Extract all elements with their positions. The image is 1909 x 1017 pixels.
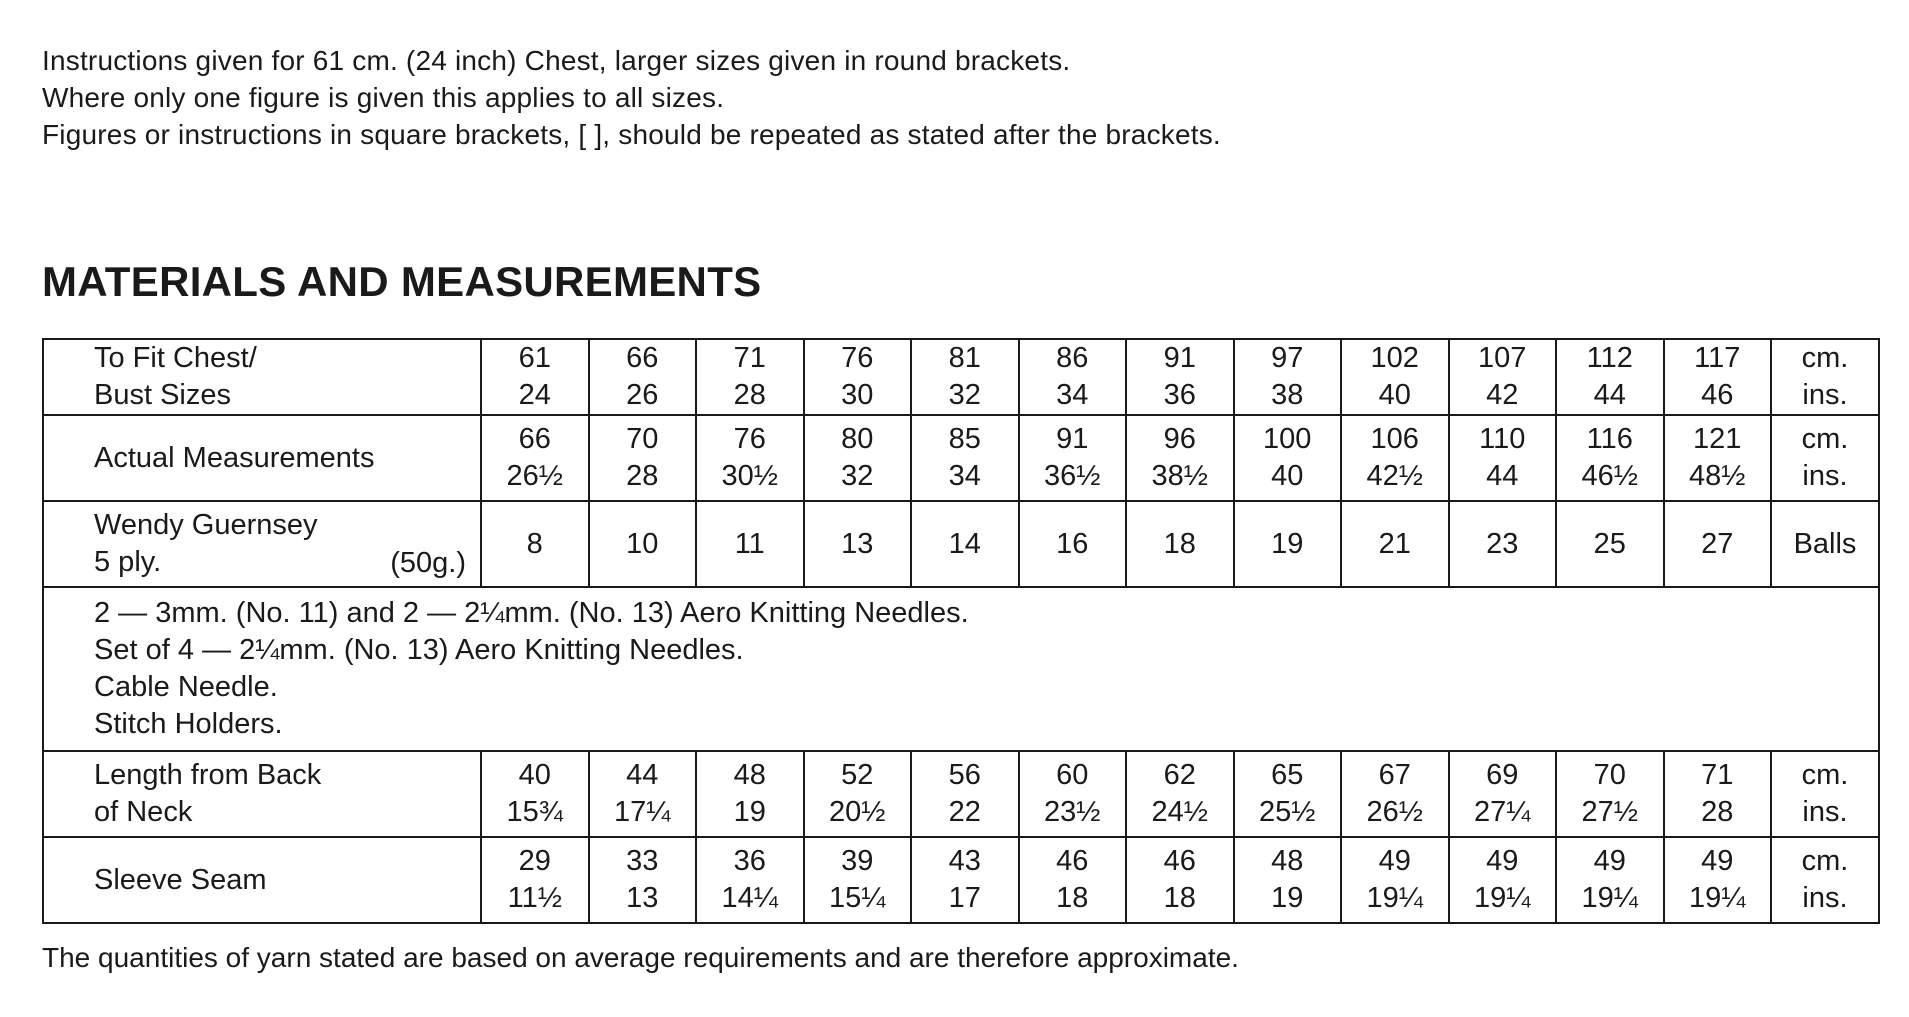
length-from-neck-cm-value: 60	[1056, 759, 1089, 791]
actual-measurement-cell	[804, 415, 912, 501]
sleeve-seam-cell	[1449, 837, 1557, 923]
length-from-neck-cell	[1449, 751, 1557, 837]
actual-measurement-ins-value: 48½	[1689, 460, 1746, 492]
actual-measurement-cell	[1664, 415, 1772, 501]
chest-size-ins-value: 40	[1378, 379, 1411, 411]
chest-size-cm-value: 107	[1478, 342, 1527, 374]
chest-size-cm-value: 102	[1370, 342, 1419, 374]
length-from-neck-ins-value: 17¼	[614, 796, 671, 828]
length-from-neck-ins-value: 25½	[1259, 796, 1316, 828]
unit-cm: cm.	[1801, 845, 1849, 877]
needles-note-line: Cable Needle.	[94, 671, 278, 703]
chest-size-ins-value: 24	[518, 379, 551, 411]
chest-size-cell	[696, 339, 804, 415]
length-from-neck-row	[43, 751, 1879, 837]
unit-ins: ins.	[1802, 796, 1848, 828]
unit-ins: ins.	[1802, 460, 1848, 492]
yarn-label-line: Wendy Guernsey	[94, 509, 318, 541]
chest-size-label-text	[94, 340, 480, 414]
actual-measurement-cm-value: 66	[518, 423, 551, 455]
sleeve-seam-label-text	[94, 862, 480, 899]
sleeve-seam-cell	[1126, 837, 1234, 923]
actual-measurement-cell	[1556, 415, 1664, 501]
length-from-neck-cell	[696, 751, 804, 837]
chest-size-ins-value: 46	[1701, 379, 1734, 411]
chest-size-cm-value: 86	[1056, 342, 1089, 374]
actual-measurement-ins-value: 32	[841, 460, 874, 492]
sleeve-seam-cm-value: 46	[1163, 845, 1196, 877]
sleeve-seam-ins-value: 18	[1163, 882, 1196, 914]
length-from-neck-cm-value: 52	[841, 759, 874, 791]
length-from-neck-cell	[1556, 751, 1664, 837]
length-from-neck-cm-value: 65	[1271, 759, 1304, 791]
needles-note-line: Stitch Holders.	[94, 708, 283, 740]
sleeve-seam-cell	[1664, 837, 1772, 923]
sleeve-seam-cell	[481, 837, 589, 923]
sleeve-seam-ins-value: 13	[626, 882, 659, 914]
length-from-neck-cell	[1341, 751, 1449, 837]
chest-size-cm-value: 81	[948, 342, 981, 374]
sleeve-seam-cm-value: 49	[1593, 845, 1626, 877]
actual-measurement-ins-value: 46½	[1581, 460, 1638, 492]
chest-size-ins-value: 36	[1163, 379, 1196, 411]
actual-measurement-label-line: Actual Measurements	[94, 441, 375, 474]
chest-size-label-line: To Fit Chest/	[94, 342, 257, 374]
yarn-balls-value: 23	[1449, 501, 1557, 587]
actual-measurement-cell	[911, 415, 1019, 501]
length-from-neck-cm-value: 56	[948, 759, 981, 791]
yarn-row	[43, 501, 1879, 587]
sleeve-seam-cm-value: 43	[948, 845, 981, 877]
actual-measurement-cm-value: 91	[1056, 423, 1089, 455]
actual-measurement-cell	[1449, 415, 1557, 501]
length-from-neck-label-text	[94, 757, 480, 831]
chest-size-cell	[589, 339, 697, 415]
yarn-label	[43, 501, 481, 587]
length-from-neck-cell	[481, 751, 589, 837]
intro-line-3: Figures or instructions in square brackets, [ ], should be repeated as stated after the brackets.	[42, 119, 1221, 150]
actual-measurement-cell	[1019, 415, 1127, 501]
yarn-balls-value: 13	[804, 501, 912, 587]
chest-size-cell	[911, 339, 1019, 415]
length-from-neck-cm-value: 67	[1378, 759, 1411, 791]
length-from-neck-cm-value: 62	[1163, 759, 1196, 791]
sleeve-seam-cm-value: 46	[1056, 845, 1089, 877]
length-from-neck-cm-value: 70	[1593, 759, 1626, 791]
length-from-neck-cell	[589, 751, 697, 837]
chest-size-cell	[804, 339, 912, 415]
sleeve-seam-ins-value: 11½	[507, 882, 562, 914]
length-from-neck-cm-value: 44	[626, 759, 659, 791]
sleeve-seam-cell	[804, 837, 912, 923]
length-from-neck-ins-value: 22	[948, 796, 981, 828]
chest-size-row	[43, 339, 1879, 415]
actual-measurement-ins-value: 34	[948, 460, 981, 492]
actual-measurement-cm-value: 106	[1370, 423, 1419, 455]
actual-measurement-cell	[1126, 415, 1234, 501]
chest-size-ins-value: 44	[1593, 379, 1626, 411]
chest-size-cell	[1019, 339, 1127, 415]
intro-line-2: Where only one figure is given this applies to all sizes.	[42, 82, 725, 113]
sleeve-seam-cm-value: 48	[1271, 845, 1304, 877]
length-from-neck-ins-value: 24½	[1151, 796, 1208, 828]
needles-note-line: 2 — 3mm. (No. 11) and 2 — 2¼mm. (No. 13) Aero Knitting Needles.	[94, 597, 969, 629]
yarn-balls-value: 18	[1126, 501, 1234, 587]
sleeve-seam-ins-value: 14¼	[721, 882, 778, 914]
yarn-unit: Balls	[1771, 501, 1879, 587]
needles-row	[43, 587, 1879, 751]
sleeve-seam-cell	[1341, 837, 1449, 923]
materials-table	[42, 338, 1880, 924]
sleeve-seam-ins-value: 18	[1056, 882, 1089, 914]
sleeve-seam-cm-value: 33	[626, 845, 659, 877]
length-from-neck-ins-value: 15¾	[506, 796, 563, 828]
actual-measurement-cm-value: 70	[626, 423, 659, 455]
sleeve-seam-ins-value: 17	[948, 882, 981, 914]
actual-measurement-cm-value: 121	[1693, 423, 1742, 455]
length-from-neck-label-line: of Neck	[94, 796, 193, 828]
yarn-balls-value: 14	[911, 501, 1019, 587]
actual-measurement-cell	[481, 415, 589, 501]
actual-measurement-ins-value: 38½	[1151, 460, 1208, 492]
actual-measurement-ins-value: 40	[1271, 460, 1304, 492]
actual-measurement-cm-value: 76	[733, 423, 766, 455]
sleeve-seam-unit-cell	[1771, 837, 1879, 923]
length-from-neck-cell	[1234, 751, 1342, 837]
chest-size-cm-value: 76	[841, 342, 874, 374]
sleeve-seam-ins-value: 15¼	[829, 882, 886, 914]
sleeve-seam-ins-value: 19	[1271, 882, 1304, 914]
intro-text	[42, 42, 1221, 153]
chest-size-ins-value: 26	[626, 379, 659, 411]
actual-measurement-cell	[696, 415, 804, 501]
chest-size-cm-value: 61	[518, 342, 551, 374]
actual-measurement-ins-value: 44	[1486, 460, 1519, 492]
actual-measurement-cell	[1341, 415, 1449, 501]
length-from-neck-ins-value: 19	[733, 796, 766, 828]
length-from-neck-label	[43, 751, 481, 837]
sleeve-seam-cm-value: 49	[1486, 845, 1519, 877]
actual-measurement-ins-value: 30½	[721, 460, 778, 492]
chest-size-ins-value: 38	[1271, 379, 1304, 411]
actual-measurement-cell	[1234, 415, 1342, 501]
chest-size-label	[43, 339, 481, 415]
chest-size-cm-value: 66	[626, 342, 659, 374]
actual-measurement-row	[43, 415, 1879, 501]
length-from-neck-cell	[1019, 751, 1127, 837]
sleeve-seam-cell	[911, 837, 1019, 923]
yarn-balls-value: 10	[589, 501, 697, 587]
yarn-balls-value: 8	[481, 501, 589, 587]
chest-size-cell	[1556, 339, 1664, 415]
length-from-neck-cm-value: 71	[1701, 759, 1734, 791]
yarn-balls-value: 27	[1664, 501, 1772, 587]
chest-size-ins-value: 30	[841, 379, 874, 411]
sleeve-seam-label-line: Sleeve Seam	[94, 863, 267, 896]
sleeve-seam-cell	[1556, 837, 1664, 923]
chest-size-cell	[1664, 339, 1772, 415]
actual-measurement-cell	[589, 415, 697, 501]
length-from-neck-cell	[1126, 751, 1234, 837]
sleeve-seam-ins-value: 19¼	[1474, 882, 1531, 914]
unit-cm: cm.	[1801, 342, 1849, 374]
yarn-balls-value: 19	[1234, 501, 1342, 587]
length-from-neck-ins-value: 23½	[1044, 796, 1101, 828]
actual-measurement-cm-value: 110	[1479, 423, 1526, 455]
sleeve-seam-cell	[696, 837, 804, 923]
actual-measurement-cm-value: 100	[1263, 423, 1312, 455]
actual-measurement-unit-cell	[1771, 415, 1879, 501]
yarn-balls-value: 11	[696, 501, 804, 587]
sleeve-seam-cm-value: 36	[733, 845, 766, 877]
sleeve-seam-ins-value: 19¼	[1581, 882, 1638, 914]
sleeve-seam-cm-value: 29	[518, 845, 551, 877]
sleeve-seam-cell	[1019, 837, 1127, 923]
needles-note-line: Set of 4 — 2¼mm. (No. 13) Aero Knitting Needles.	[94, 634, 744, 666]
length-from-neck-cell	[804, 751, 912, 837]
sleeve-seam-cell	[1234, 837, 1342, 923]
length-from-neck-ins-value: 27¼	[1474, 796, 1531, 828]
length-from-neck-cm-value: 48	[733, 759, 766, 791]
chest-size-cm-value: 112	[1586, 342, 1633, 374]
footnote: The quantities of yarn stated are based on average requirements and are therefore approximate.	[42, 942, 1239, 973]
section-heading: MATERIALS AND MEASUREMENTS	[42, 258, 762, 305]
length-from-neck-ins-value: 27½	[1581, 796, 1638, 828]
length-from-neck-cell	[911, 751, 1019, 837]
length-from-neck-cell	[1664, 751, 1772, 837]
chest-size-cm-value: 71	[733, 342, 766, 374]
chest-size-cm-value: 97	[1271, 342, 1304, 374]
yarn-balls-value: 25	[1556, 501, 1664, 587]
sleeve-seam-ins-value: 19¼	[1366, 882, 1423, 914]
chest-size-cell	[1126, 339, 1234, 415]
yarn-weight: (50g.)	[390, 547, 466, 579]
actual-measurement-label	[43, 415, 481, 501]
sleeve-seam-cm-value: 49	[1378, 845, 1411, 877]
chest-size-cell	[1341, 339, 1449, 415]
sleeve-seam-ins-value: 19¼	[1689, 882, 1746, 914]
length-from-neck-ins-value: 28	[1701, 796, 1734, 828]
length-from-neck-cm-value: 69	[1486, 759, 1519, 791]
actual-measurement-ins-value: 26½	[506, 460, 563, 492]
chest-size-unit-cell	[1771, 339, 1879, 415]
sleeve-seam-cm-value: 49	[1701, 845, 1734, 877]
unit-ins: ins.	[1802, 882, 1848, 914]
chest-size-ins-value: 32	[948, 379, 981, 411]
actual-measurement-ins-value: 36½	[1044, 460, 1101, 492]
chest-size-cm-value: 91	[1163, 342, 1196, 374]
actual-measurement-cm-value: 85	[948, 423, 981, 455]
unit-cm: cm.	[1801, 423, 1849, 455]
actual-measurement-cm-value: 116	[1586, 423, 1633, 455]
yarn-label-line: 5 ply.	[94, 546, 162, 578]
sleeve-seam-row	[43, 837, 1879, 923]
length-from-neck-ins-value: 20½	[829, 796, 886, 828]
sleeve-seam-cell	[589, 837, 697, 923]
length-from-neck-ins-value: 26½	[1366, 796, 1423, 828]
intro-line-1: Instructions given for 61 cm. (24 inch) Chest, larger sizes given in round brackets.	[42, 45, 1071, 76]
unit-cm: cm.	[1801, 759, 1849, 791]
sleeve-seam-label	[43, 837, 481, 923]
chest-size-ins-value: 34	[1056, 379, 1089, 411]
actual-measurement-cm-value: 96	[1163, 423, 1196, 455]
yarn-balls-value: 21	[1341, 501, 1449, 587]
needles-notes	[43, 587, 1879, 751]
actual-measurement-ins-value: 42½	[1366, 460, 1423, 492]
actual-measurement-ins-value: 28	[626, 460, 659, 492]
yarn-balls-value: 16	[1019, 501, 1127, 587]
sleeve-seam-cm-value: 39	[841, 845, 874, 877]
unit-ins: ins.	[1802, 379, 1848, 411]
length-from-neck-cm-value: 40	[518, 759, 551, 791]
chest-size-ins-value: 28	[733, 379, 766, 411]
chest-size-ins-value: 42	[1486, 379, 1519, 411]
actual-measurement-label-text	[94, 440, 480, 477]
length-from-neck-unit-cell	[1771, 751, 1879, 837]
chest-size-cell	[1234, 339, 1342, 415]
chest-size-label-line: Bust Sizes	[94, 379, 231, 411]
length-from-neck-label-line: Length from Back	[94, 759, 322, 791]
chest-size-cell	[1449, 339, 1557, 415]
chest-size-cm-value: 117	[1694, 342, 1741, 374]
actual-measurement-cm-value: 80	[841, 423, 874, 455]
chest-size-cell	[481, 339, 589, 415]
